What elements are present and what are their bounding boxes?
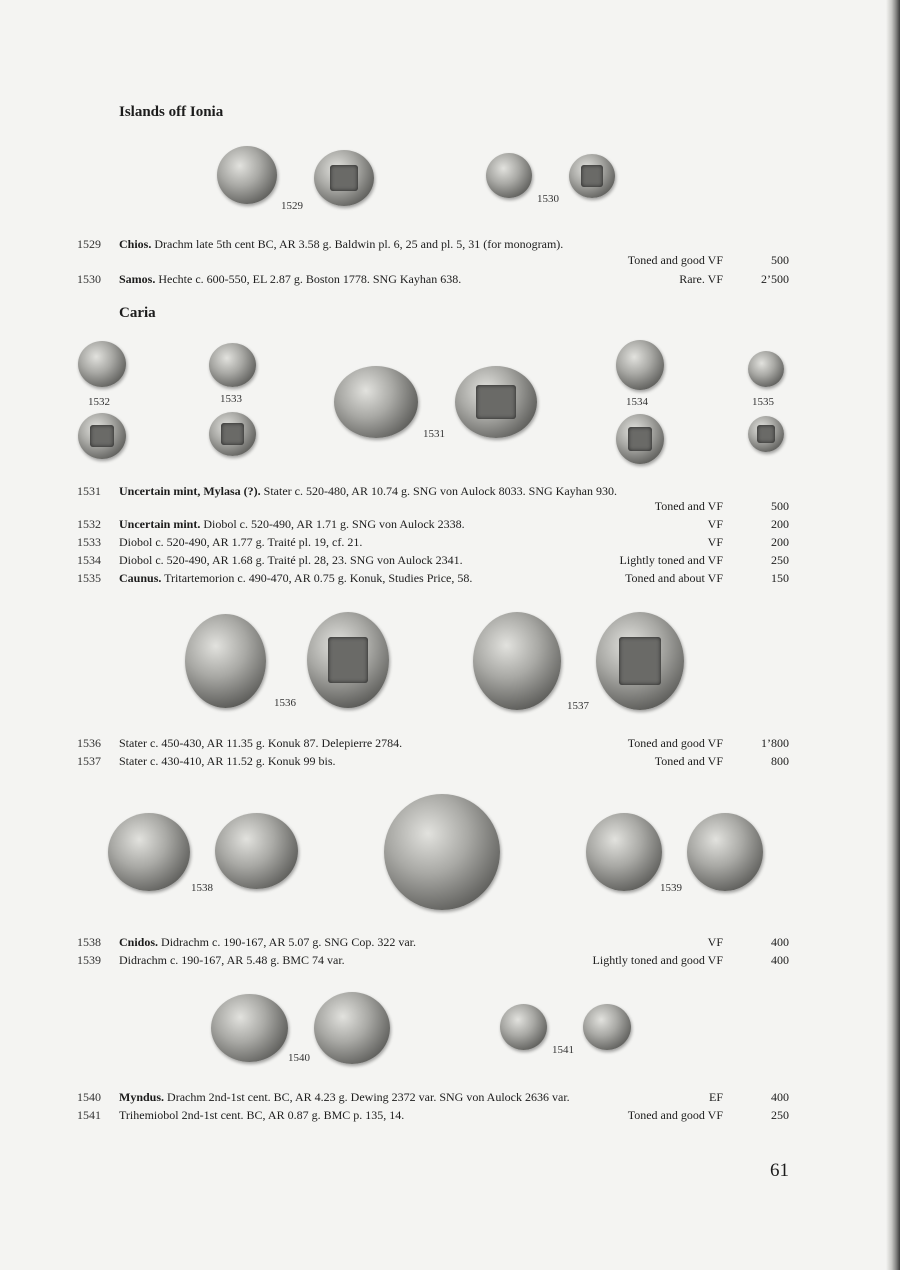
lot-price: 250 [771, 553, 789, 567]
coin-1532-obverse [78, 341, 126, 387]
lot-1537 [77, 752, 789, 770]
lot-price: 400 [771, 1090, 789, 1104]
coin-1536-reverse [307, 612, 389, 708]
lot-1539 [77, 951, 789, 969]
section-heading-caria: Caria [119, 305, 156, 321]
lot-number: 1530 [77, 272, 101, 286]
lot-price: 800 [771, 754, 789, 768]
coin-1531-obverse [334, 366, 418, 438]
plate-label-1534: 1534 [626, 396, 648, 408]
lot-1535 [77, 569, 789, 587]
coin-1535-obverse [748, 351, 784, 387]
lot-mint: Uncertain mint. [119, 517, 201, 531]
lot-price: 200 [771, 517, 789, 531]
lot-number: 1532 [77, 517, 101, 531]
lot-grade: Rare. VF [679, 272, 723, 286]
lot-number: 1536 [77, 736, 101, 750]
plate-label-1531: 1531 [423, 428, 445, 440]
lot-price: 250 [771, 1108, 789, 1122]
lot-grade: Toned and good VF [627, 253, 723, 267]
coin-1537-obverse [473, 612, 561, 710]
lot-1540 [77, 1088, 789, 1106]
lot-mint: Myndus. [119, 1090, 165, 1104]
lot-description: Stater c. 520-480, AR 10.74 g. SNG von Aulock 8033. SNG Kayhan 930. [260, 484, 617, 498]
plate-label-1532: 1532 [88, 396, 110, 408]
coin-1529-obverse [217, 146, 277, 204]
lot-description: Hechte c. 600-550, EL 2.87 g. Boston 1778. SNG Kayhan 638. [155, 272, 462, 286]
lot-grade: VF [707, 535, 723, 549]
plate-label-1539: 1539 [660, 882, 682, 894]
lot-description: Tritartemorion c. 490-470, AR 0.75 g. Konuk, Studies Price, 58. [161, 571, 473, 585]
lot-number: 1534 [77, 553, 101, 567]
lot-grade: Toned and good VF [627, 736, 723, 750]
coin-1538-obverse [108, 813, 190, 891]
page-edge [886, 0, 900, 1270]
lot-grade: VF [707, 935, 723, 949]
lot-1530 [77, 270, 789, 288]
lot-1538 [77, 933, 789, 951]
coin-1533-reverse [209, 412, 256, 456]
coin-1534-obverse [616, 340, 664, 390]
lot-1533 [77, 533, 789, 551]
coin-1531-reverse [455, 366, 537, 438]
coin-1532-reverse [78, 413, 126, 459]
lot-mint: Uncertain mint, Mylasa (?). [119, 484, 261, 498]
lot-grade: Toned and good VF [627, 1108, 723, 1122]
lot-description: Diobol c. 520-490, AR 1.68 g. Traité pl. 28, 23. SNG von Aulock 2341. [119, 553, 463, 567]
lot-1531-grade-line [77, 497, 789, 515]
coin-1534-reverse [616, 414, 664, 464]
coin-1530-obverse [486, 153, 532, 198]
coin-1535-reverse [748, 416, 784, 452]
lot-grade: EF [708, 1090, 723, 1104]
coin-1529-reverse [314, 150, 374, 206]
lot-mint: Chios. [119, 237, 152, 251]
lot-price: 150 [771, 571, 789, 585]
lot-number: 1538 [77, 935, 101, 949]
lot-description: Stater c. 450-430, AR 11.35 g. Konuk 87. Delepierre 2784. [119, 736, 403, 750]
coin-1541-obverse [500, 1004, 547, 1050]
plate-label-1530: 1530 [537, 193, 559, 205]
lot-mint: Samos. [119, 272, 156, 286]
coin-1536-obverse [185, 614, 266, 708]
section-heading-ionia: Islands off Ionia [119, 104, 224, 120]
lot-number: 1537 [77, 754, 101, 768]
lot-number: 1541 [77, 1108, 101, 1122]
lot-number: 1539 [77, 953, 101, 967]
lot-description: Trihemiobol 2nd-1st cent. BC, AR 0.87 g. BMC p. 135, 14. [119, 1108, 405, 1122]
lot-description: Diobol c. 520-490, AR 1.71 g. SNG von Aulock 2338. [200, 517, 465, 531]
lot-grade: Lightly toned and VF [619, 553, 723, 567]
coin-1540-reverse [314, 992, 390, 1064]
plate-label-1540: 1540 [288, 1052, 310, 1064]
lot-description: Didrachm c. 190-167, AR 5.48 g. BMC 74 var. [119, 953, 345, 967]
lot-price: 400 [771, 953, 789, 967]
lot-price: 400 [771, 935, 789, 949]
lot-number: 1535 [77, 571, 101, 585]
lot-mint: Cnidos. [119, 935, 159, 949]
plate-label-1533: 1533 [220, 393, 242, 405]
lot-1536 [77, 734, 789, 752]
coin-1537-reverse [596, 612, 684, 710]
lot-description: Didrachm c. 190-167, AR 5.07 g. SNG Cop. 322 var. [158, 935, 417, 949]
lot-price: 200 [771, 535, 789, 549]
lot-1532 [77, 515, 789, 533]
coin-1533-obverse [209, 343, 256, 387]
lot-grade: Lightly toned and good VF [592, 953, 723, 967]
lot-grade: Toned and about VF [625, 571, 723, 585]
coin-1538-reverse [215, 813, 298, 889]
lot-description: Drachm late 5th cent BC, AR 3.58 g. Baldwin pl. 6, 25 and pl. 5, 31 (for monogram). [151, 237, 564, 251]
lot-price: 500 [771, 499, 789, 513]
coin-1541-reverse [583, 1004, 631, 1050]
lot-1541 [77, 1106, 789, 1124]
lot-1534 [77, 551, 789, 569]
lot-description: Diobol c. 520-490, AR 1.77 g. Traité pl. 19, cf. 21. [119, 535, 363, 549]
plate-label-1537: 1537 [567, 700, 589, 712]
plate-label-1541: 1541 [552, 1044, 574, 1056]
lot-description: Drachm 2nd-1st cent. BC, AR 4.23 g. Dewing 2372 var. SNG von Aulock 2636 var. [164, 1090, 570, 1104]
lot-grade: Toned and VF [654, 754, 723, 768]
lot-number: 1533 [77, 535, 101, 549]
coin-1539-obverse [586, 813, 662, 891]
coin-1540-obverse [211, 994, 288, 1062]
lot-number: 1529 [77, 237, 101, 251]
plate-label-1529: 1529 [281, 200, 303, 212]
lot-1529-grade-line [77, 251, 789, 269]
lot-description: Stater c. 430-410, AR 11.52 g. Konuk 99 bis. [119, 754, 336, 768]
lot-number: 1531 [77, 484, 101, 498]
lot-price: 2’500 [761, 272, 789, 286]
coin-1530-reverse [569, 154, 615, 198]
coin-1539-reverse [687, 813, 763, 891]
lot-mint: Caunus. [119, 571, 162, 585]
lot-grade: VF [707, 517, 723, 531]
lot-price: 1’800 [761, 736, 789, 750]
plate-label-1538: 1538 [191, 882, 213, 894]
lot-number: 1540 [77, 1090, 101, 1104]
plate-label-1535: 1535 [752, 396, 774, 408]
lot-grade: Toned and VF [654, 499, 723, 513]
plate-label-1536: 1536 [274, 697, 296, 709]
page-number: 61 [770, 1160, 789, 1181]
lot-price: 500 [771, 253, 789, 267]
coin-1538-obverse-enlarged [384, 794, 500, 910]
